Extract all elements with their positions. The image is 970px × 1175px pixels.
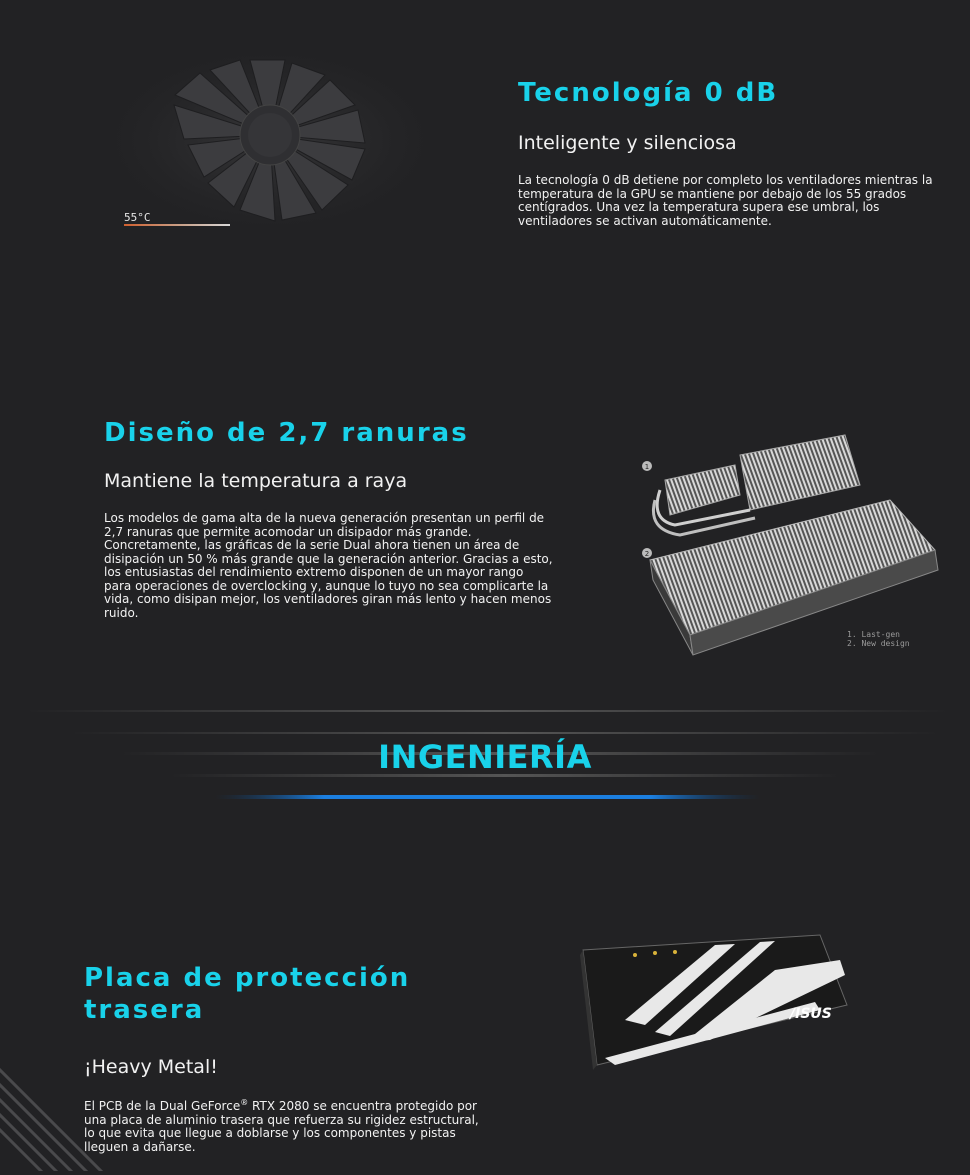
zero-db-section — [518, 78, 938, 228]
asus-logo: /ISUS — [790, 1006, 832, 1022]
section-title: Diseño de 2,7 ranuras — [104, 418, 469, 448]
section-body: El PCB de la Dual GeForce® RTX 2080 se encuentra protegido por una placa de aluminio trasera que refuerza su rigidez estructural, lo que evita que llegue a doblarse y los componentes y pistas lleguen a dañarse. — [84, 1098, 479, 1154]
section-body: La tecnología 0 dB detiene por completo los ventiladores mientras la temperatura de la GPU se mantiene por debajo de los 55 grados centígrados. Una vez la temperatura supera ese umbral, los ventiladores se activan automáticamente. — [518, 173, 933, 228]
section-title: Placa de protección trasera — [84, 963, 411, 1025]
legend-item-new-design: 2. New design — [847, 639, 910, 648]
section-subtitle: Mantiene la temperatura a raya — [104, 470, 408, 492]
temperature-label: 55°C — [124, 211, 151, 224]
backplate-image — [575, 930, 865, 1070]
fan-image — [80, 45, 470, 265]
svg-text:2: 2 — [644, 550, 650, 558]
section-title: Tecnología 0 dB — [518, 78, 779, 108]
engineering-divider — [0, 700, 970, 810]
section-subtitle: ¡Heavy Metal! — [84, 1056, 218, 1078]
section-body: Los modelos de gama alta de la nueva generación presentan un perfil de 2,7 ranuras que permite acomodar un disipador más grande. Concretamente, las gráficas de la serie Dual ahora tienen un área de disipación un 50 % más grande que la generación anterior. Gracias a esto, los entusiastas del rendimiento extremo disponen de un mayor rango para operaciones de overclocking y, aunque lo tuyo no sea complicarte la vida, como disipan mejor, los ventiladores giran más lento y hacen menos ruido. — [104, 511, 553, 620]
backplate-section — [84, 962, 484, 1154]
section-subtitle: Inteligente y silenciosa — [518, 132, 737, 154]
legend-item-last-gen: 1. Last-gen — [847, 630, 900, 639]
svg-text:1: 1 — [644, 463, 650, 471]
heatsink-legend — [847, 630, 910, 648]
heatsink-comparison-image — [635, 430, 945, 665]
divider-title: INGENIERÍA — [378, 738, 592, 776]
slot-design-section — [104, 418, 554, 620]
